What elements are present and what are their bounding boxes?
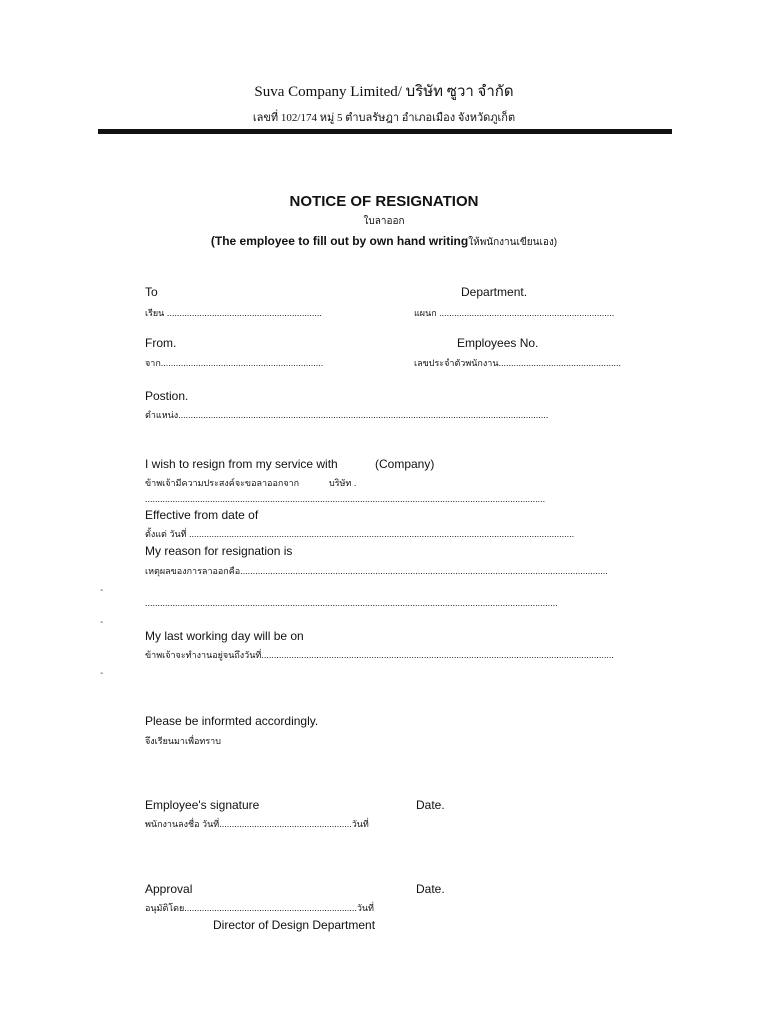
- company-address: เลขที่ 102/174 หมู่ 5 ตำบลรัษฎา อำเภอเมือง จังหวัดภูเก็ต: [252, 112, 516, 124]
- position-field[interactable]: ตำแหน่ง....................................................................................................................................................: [145, 410, 549, 420]
- margin-mark: -: [100, 585, 104, 596]
- reason-label: My reason for resignation is: [145, 544, 293, 558]
- instruction-thai: ให้พนักงานเขียนเอง): [468, 237, 558, 248]
- inform-thai-label: จึงเรียนมาเพื่อทราบ: [145, 736, 221, 746]
- margin-mark: -: [100, 668, 104, 679]
- last-day-field[interactable]: ข้าพเจ้าจะทำงานอยู่จนถึงวันที่.............................................................................................................................................: [145, 650, 614, 660]
- position-label: Postion.: [145, 389, 189, 403]
- instruction-line: [0, 234, 768, 250]
- company-name: Suva Company Limited/ บริษัท ซูวา จำกัด: [254, 84, 514, 100]
- employee-signature-label: Employee's signature: [145, 798, 260, 812]
- from-label: From.: [145, 336, 177, 350]
- instruction-english: (The employee to fill out by own hand writing: [210, 234, 469, 248]
- employee-signature-field[interactable]: พนักงานลงชื่อ วันที่.....................................................วันที่: [145, 819, 369, 829]
- approval-date-label: Date.: [416, 882, 445, 896]
- department-field[interactable]: แผนก ......................................................................: [414, 308, 615, 318]
- employee-date-label: Date.: [416, 798, 445, 812]
- effective-label: Effective from date of: [145, 508, 259, 522]
- company-field[interactable]: ................................................................................................................................................................: [145, 494, 546, 504]
- company-label: (Company): [375, 457, 435, 471]
- reason-field[interactable]: เหตุผลของการลาออกคือ...................................................................................................................................................: [145, 566, 608, 576]
- reason-extra-line[interactable]: .....................................................................................................................................................................: [145, 598, 558, 608]
- from-field[interactable]: จาก.................................................................: [145, 358, 324, 368]
- to-label: To: [145, 285, 158, 299]
- document-title: NOTICE OF RESIGNATION: [289, 193, 479, 210]
- document-title-thai: ใบลาออก: [363, 216, 405, 227]
- approval-signature-field[interactable]: อนุมัติโดย.....................................................................วันที่: [145, 903, 374, 913]
- last-day-label: My last working day will be on: [145, 629, 304, 643]
- header-divider: [98, 129, 672, 134]
- resign-thai-label: ข้าพเจ้ามีความประสงค์จะขอลาออกจาก: [145, 478, 300, 488]
- company-thai-label: บริษัท .: [329, 478, 357, 488]
- to-field[interactable]: เรียน ..............................................................: [145, 308, 322, 318]
- margin-mark: -: [100, 617, 104, 628]
- employee-no-field[interactable]: เลขประจำตัวพนักงาน.................................................: [414, 358, 622, 368]
- approver-title: Director of Design Department: [213, 918, 376, 932]
- employee-no-label: Employees No.: [457, 336, 539, 350]
- resign-label: I wish to resign from my service with: [145, 457, 338, 471]
- effective-date-field[interactable]: ตั้งแต่ วันที่ ..........................................................................................................................................................: [145, 529, 575, 539]
- department-label: Department.: [461, 285, 528, 299]
- inform-label: Please be informted accordingly.: [145, 714, 319, 728]
- approval-label: Approval: [145, 882, 193, 896]
